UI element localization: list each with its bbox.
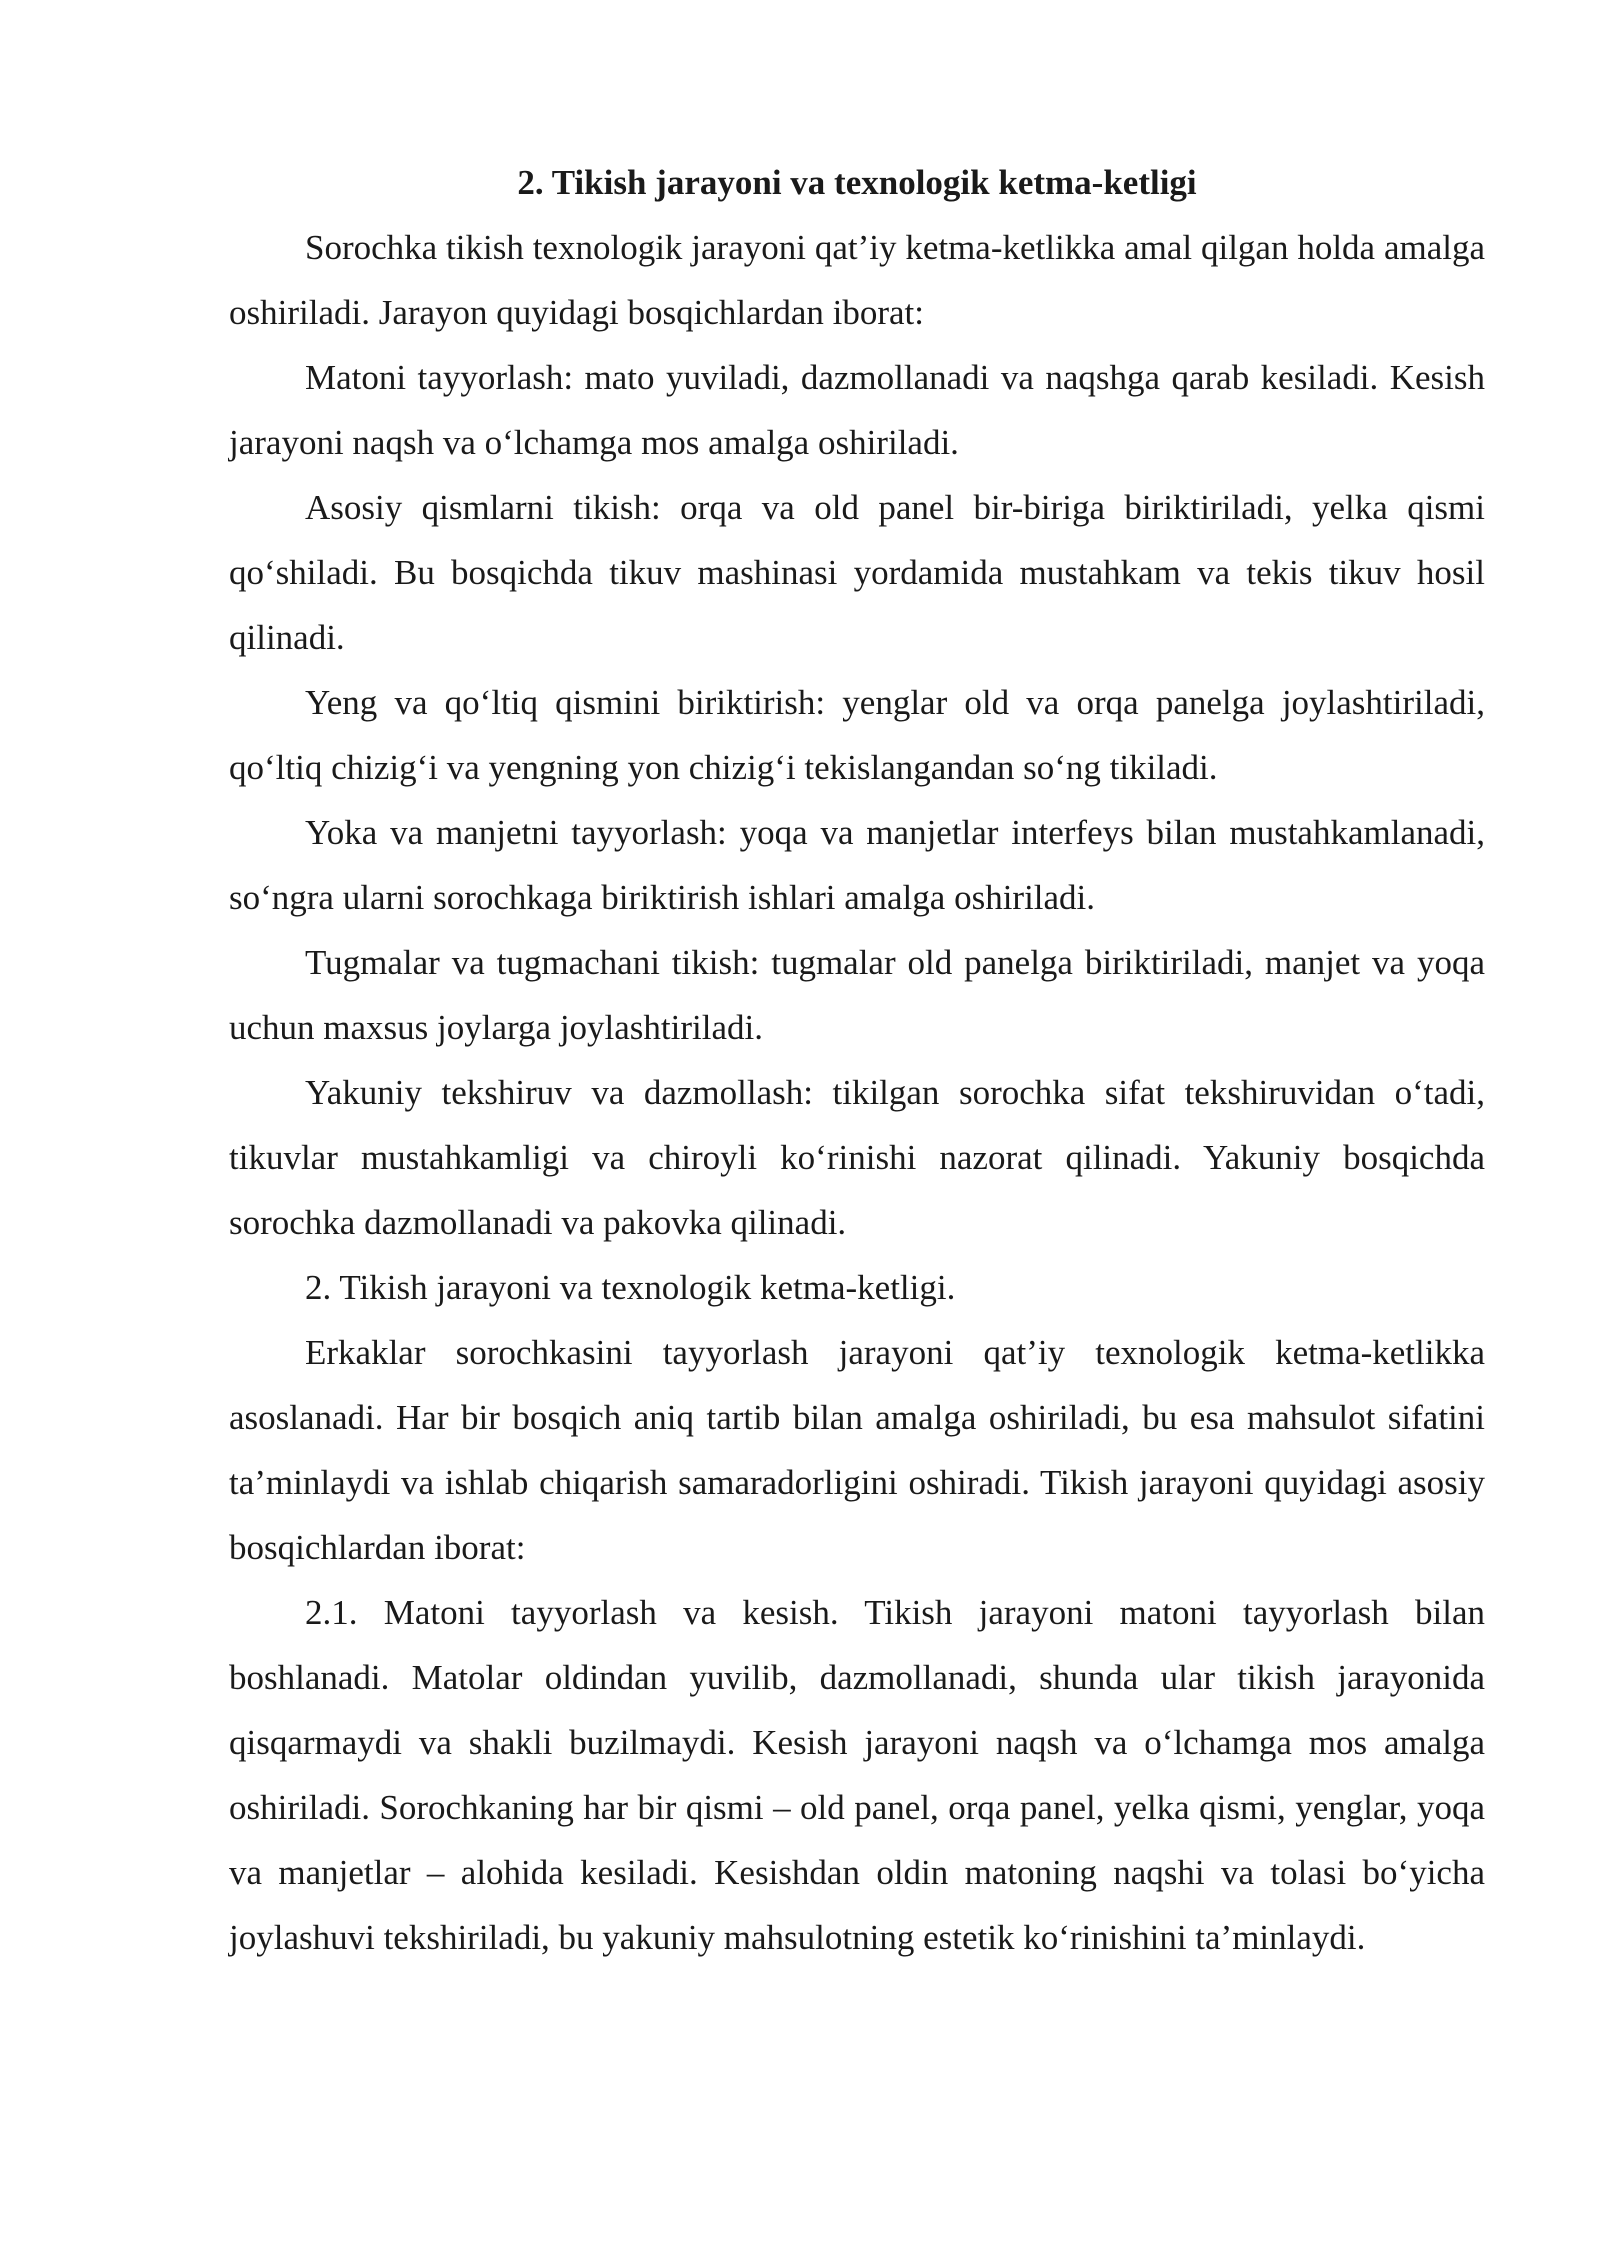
paragraph-buttons: Tugmalar va tugmachani tikish: tugmalar old panelga biriktiriladi, manjet va yoqa uchun maxsus joylarga joylashtiriladi. <box>229 943 1485 1047</box>
paragraph-subsection-2-1: 2.1. Matoni tayyorlash va kesish. Tikish jarayoni matoni tayyorlash bilan boshlanadi. Matolar oldindan yuvilib, dazmollanadi, shunda ular tikish jarayonida qisqarmaydi va shakli buzilmaydi. Kesish jarayoni naqsh va o‘lchamga mos amalga oshiriladi. Sorochkaning har bir qismi – old panel, orqa panel, yelka qismi, yenglar, yoqa va manjetlar – alohida kesiladi. Kesishdan oldin matoning naqshi va tolasi bo‘yicha joylashuvi tekshiriladi, bu yakuniy mahsulotning estetik ko‘rinishini ta’minlaydi. <box>229 1593 1485 1957</box>
paragraph-fabric-preparation: Matoni tayyorlash: mato yuviladi, dazmollanadi va naqshga qarab kesiladi. Kesish jarayoni naqsh va o‘lchamga mos amalga oshiriladi. <box>229 358 1485 462</box>
paragraph-section-heading-repeat: 2. Tikish jarayoni va texnologik ketma-ketligi. <box>305 1268 956 1307</box>
paragraph-final-inspection: Yakuniy tekshiruv va dazmollash: tikilgan sorochka sifat tekshiruvidan o‘tadi, tikuvlar mustahkamligi va chiroyli ko‘rinishi nazorat qilinadi. Yakuniy bosqichda sorochka dazmollanadi va pakovka qilinadi. <box>229 1073 1485 1242</box>
paragraph-main-parts-sewing: Asosiy qismlarni tikish: orqa va old panel bir-biriga biriktiriladi, yelka qismi qo‘shiladi. Bu bosqichda tikuv mashinasi yordamida mustahkam va tekis tikuv hosil qilinadi. <box>229 488 1485 657</box>
section-title: 2. Tikish jarayoni va texnologik ketma-ketligi <box>517 163 1197 202</box>
paragraph-intro: Sorochka tikish texnologik jarayoni qat’iy ketma-ketlikka amal qilgan holda amalga oshiriladi. Jarayon quyidagi bosqichlardan iborat: <box>229 228 1485 332</box>
paragraph-collar-cuff: Yoka va manjetni tayyorlash: yoqa va manjetlar interfeys bilan mustahkamlanadi, so‘ngra ularni sorochkaga biriktirish ishlari amalga oshiriladi. <box>229 813 1485 917</box>
paragraph-sleeve-attachment: Yeng va qo‘ltiq qismini biriktirish: yenglar old va orqa panelga joylashtiriladi, qo‘ltiq chizig‘i va yengning yon chizig‘i tekislangandan so‘ng tikiladi. <box>229 683 1485 787</box>
paragraph-mens-shirt-process: Erkaklar sorochkasini tayyorlash jarayoni qat’iy texnologik ketma-ketlikka asoslanadi. Har bir bosqich aniq tartib bilan amalga oshiriladi, bu esa mahsulot sifatini ta’minlaydi va ishlab chiqarish samaradorligini oshiradi. Tikish jarayoni quyidagi asosiy bosqichlardan iborat: <box>229 1333 1485 1567</box>
